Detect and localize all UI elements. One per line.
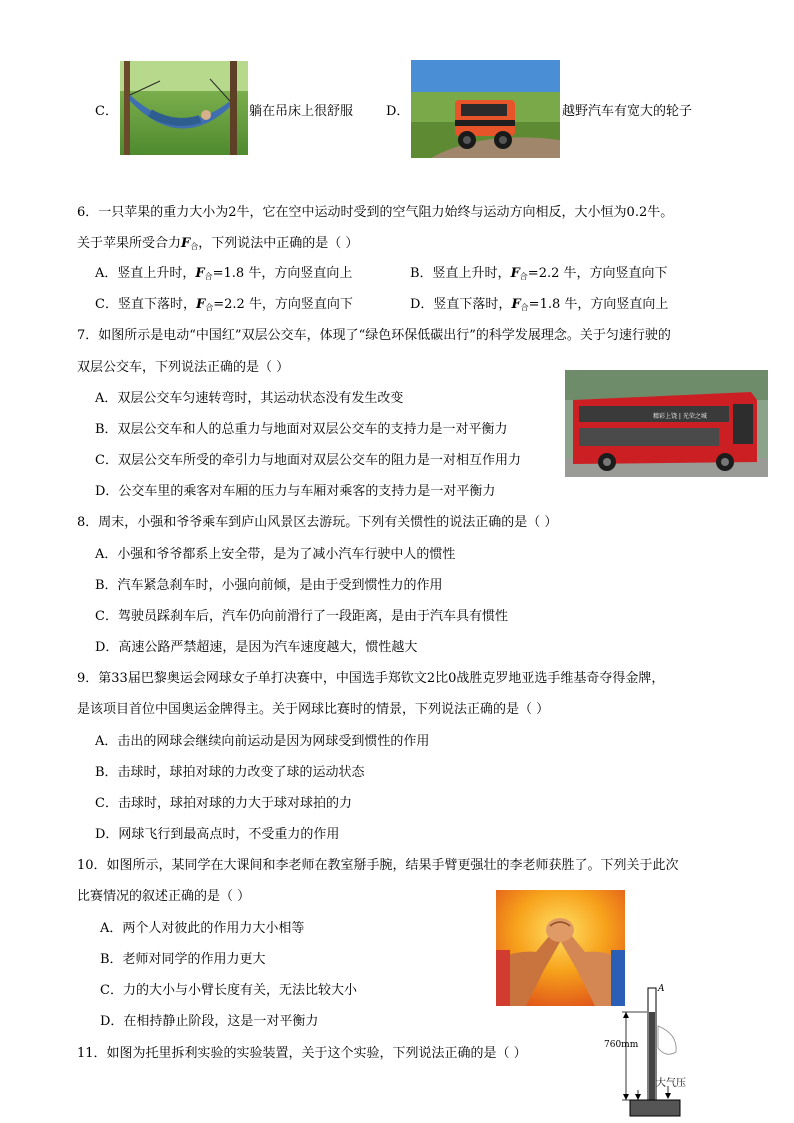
q7-option-d: D．公交车里的乘客对车厢的压力与车厢对乘客的支持力是一对平衡力 [95,484,496,499]
q6-option-a-post: =1.8 牛，方向竖直向上 [212,266,353,281]
q6-symbol-f: F [181,236,191,251]
q8-option-b: B．汽车紧急刹车时，小强向前倾，是由于受到惯性力的作用 [95,578,443,593]
q9-stem-line1: 9．第33届巴黎奥运会网球女子单打决赛中，中国选手郑钦文2比0战胜克罗地亚选手维基奇夺得金牌， [77,671,665,686]
q7-stem-line2: 双层公交车，下列说法正确的是（ ） [77,360,290,375]
q6-option-b-sub: 合 [519,272,528,281]
q7-option-b: B．双层公交车和人的总重力与地面对双层公交车的支持力是一对平衡力 [95,422,508,437]
q8-option-d: D．高速公路严禁超速，是因为汽车速度越大，惯性越大 [95,640,418,655]
label-a: A [658,984,665,994]
q6-stem-line1: 6．一只苹果的重力大小为2牛，它在空中运动时受到的空气阻力始终与运动方向相反，大小恒为0.2牛。 [77,205,674,220]
q6-option-d-pre: D．竖直下落时， [410,297,512,312]
q6-option-c [95,293,353,313]
q6-symbol-sub: 合 [190,242,199,251]
q6-option-c-post: =2.2 牛，方向竖直向下 [213,297,353,312]
q9-option-d: D．网球飞行到最高点时，不受重力的作用 [95,827,340,842]
q8-option-a: A．小强和爷爷都系上安全带，是为了减小汽车行驶中人的惯性 [95,547,456,562]
q6-option-a [95,262,352,282]
q9-option-a: A．击出的网球会继续向前运动是因为网球受到惯性的作用 [95,734,430,749]
q10-stem-line1: 10．如图所示，某同学在大课间和李老师在教室掰手腕，结果手臂更强壮的李老师获胜了。下列关于此次 [77,858,679,873]
q6-stem-line2 [77,232,358,252]
label-760mm: 760mm [604,1040,639,1050]
offroad-car-photo [411,60,560,158]
q8-stem-line1: 8．周末，小强和爷爷乘车到庐山风景区去游玩。下列有关惯性的说法正确的是（ ） [77,515,558,530]
q10-option-b: B．老师对同学的作用力更大 [100,952,266,967]
q10-stem-line2: 比赛情况的叙述正确的是（ ） [77,889,251,904]
q6-option-d-f: F [511,297,521,312]
q6-option-a-f: F [195,266,205,281]
q7-option-c: C．双层公交车所受的牵引力与地面对双层公交车的阻力是一对相互作用力 [95,453,521,468]
q6-option-b [410,262,668,282]
bus-banner: 精彩上饶 | 光荣之城 [653,413,707,420]
torricelli-apparatus-diagram [600,982,700,1123]
q6-option-c-pre: C．竖直下落时， [95,297,196,312]
q6-stem-line2-post: ，下列说法中正确的是（ ） [198,236,359,251]
q5-option-c-caption: 躺在吊床上很舒服 [249,104,354,119]
q6-option-a-sub: 合 [204,272,213,281]
q6-option-d [410,293,668,313]
q9-option-b: B．击球时，球拍对球的力改变了球的运动状态 [95,765,365,780]
q5-option-c-letter: C． [95,104,118,119]
q7-option-a: A．双层公交车匀速转弯时，其运动状态没有发生改变 [95,391,404,406]
q6-option-c-sub: 合 [205,303,214,312]
q6-option-d-sub: 合 [520,303,529,312]
q5-option-d-caption: 越野汽车有宽大的轮子 [562,104,693,119]
label-atmospheric-pressure: 大气压 [656,1078,686,1089]
q8-option-c: C．驾驶员踩刹车后，汽车仍向前滑行了一段距离，是由于汽车具有惯性 [95,609,508,624]
q9-stem-line2: 是该项目首位中国奥运金牌得主。关于网球比赛时的情景，下列说法正确的是（ ） [77,702,550,717]
q6-option-c-f: F [195,297,206,312]
double-decker-bus-photo [565,370,768,477]
hammock-photo [120,61,248,155]
q6-option-b-pre: B．竖直上升时， [410,266,511,281]
q10-option-c: C．力的大小与小臂长度有关，无法比较大小 [100,983,357,998]
q10-option-d: D．在相持静止阶段，这是一对平衡力 [100,1014,319,1029]
q6-option-b-post: =2.2 牛，方向竖直向下 [527,266,668,281]
q6-option-a-pre: A．竖直上升时， [95,266,196,281]
q5-option-d-letter: D． [386,104,410,119]
q9-option-c: C．击球时，球拍对球的力大于球对球拍的力 [95,796,352,811]
q7-stem-line1: 7．如图所示是电动“中国红”双层公交车，体现了“绿色环保低碳出行”的科学发展理念。关于匀速行驶的 [77,328,671,343]
q10-option-a: A．两个人对彼此的作用力大小相等 [100,921,305,936]
q6-stem-line2-pre: 关于苹果所受合力 [77,236,182,251]
q6-option-b-f: F [510,266,520,281]
q6-option-d-post: =1.8 牛，方向竖直向上 [528,297,669,312]
q11-stem-line1: 11．如图为托里拆利实验的实验装置，关于这个实验，下列说法正确的是（ ） [77,1046,527,1061]
